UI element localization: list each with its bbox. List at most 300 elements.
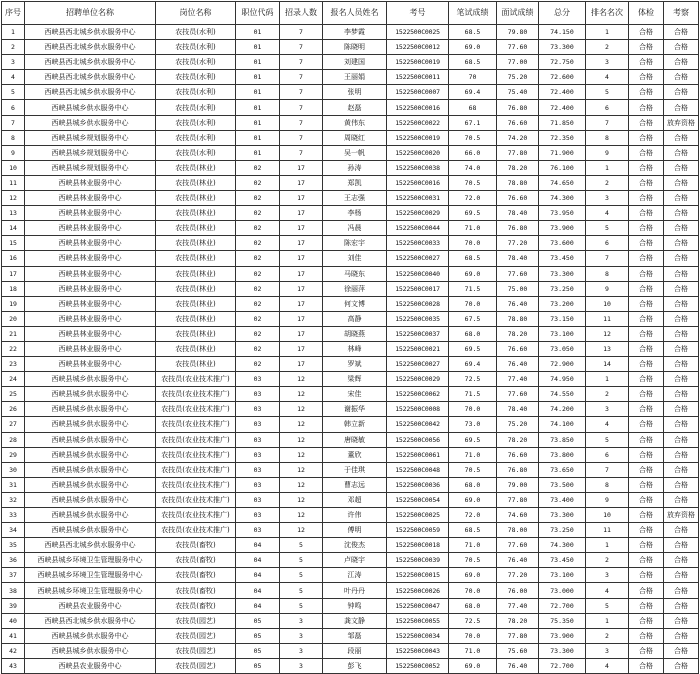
table-row (2, 357, 699, 372)
position-code-cell: 03 (236, 417, 280, 432)
medical-result-cell: 合格 (629, 25, 664, 40)
unit-name-cell: 西峡县林业服务中心 (25, 221, 156, 236)
candidate-name-cell: 宋佳 (323, 387, 387, 402)
rank-cell: 1 (586, 613, 629, 628)
interview-score-cell: 76.40 (497, 658, 539, 673)
position-name-cell: 农技员(农业技术推广) (156, 432, 236, 447)
position-name-cell: 农技员(林业) (156, 236, 236, 251)
quota-cell: 12 (280, 402, 323, 417)
position-code-cell: 01 (236, 40, 280, 55)
written-score-cell: 70.0 (449, 236, 497, 251)
position-name-cell: 农技员(林业) (156, 266, 236, 281)
review-result-cell: 合格 (664, 326, 699, 341)
medical-result-cell: 合格 (629, 357, 664, 372)
review-result-cell: 合格 (664, 568, 699, 583)
rank-cell: 2 (586, 387, 629, 402)
quota-cell: 5 (280, 583, 323, 598)
position-name-cell: 农技员(林业) (156, 311, 236, 326)
row-index-cell: 19 (2, 296, 25, 311)
unit-name-cell: 西峡县林业服务中心 (25, 191, 156, 206)
review-result-cell: 合格 (664, 432, 699, 447)
position-name-cell: 农技员(林业) (156, 326, 236, 341)
quota-cell: 7 (280, 40, 323, 55)
total-score-cell: 73.000 (539, 583, 586, 598)
rank-cell: 9 (586, 281, 629, 296)
review-result-cell: 合格 (664, 236, 699, 251)
written-score-cell: 70.5 (449, 553, 497, 568)
exam-number-cell: 1522500C0052 (387, 658, 449, 673)
written-score-cell: 71.0 (449, 221, 497, 236)
row-index-cell: 16 (2, 251, 25, 266)
col-header-code: 职位代码 (236, 2, 280, 25)
rank-cell: 1 (586, 538, 629, 553)
table-row (2, 387, 699, 402)
table-row (2, 175, 699, 190)
exam-number-cell: 1522500C0019 (387, 130, 449, 145)
candidate-name-cell: 冯晨 (323, 221, 387, 236)
interview-score-cell: 76.60 (497, 341, 539, 356)
total-score-cell: 73.050 (539, 341, 586, 356)
unit-name-cell: 西峡县林业服务中心 (25, 341, 156, 356)
quota-cell: 12 (280, 523, 323, 538)
position-code-cell: 02 (236, 221, 280, 236)
unit-name-cell: 西峡县城乡供水服务中心 (25, 643, 156, 658)
header-row (2, 2, 699, 25)
quota-cell: 7 (280, 25, 323, 40)
interview-score-cell: 77.60 (497, 538, 539, 553)
row-index-cell: 31 (2, 477, 25, 492)
position-name-cell: 农技员(林业) (156, 341, 236, 356)
written-score-cell: 68.5 (449, 25, 497, 40)
review-result-cell: 合格 (664, 583, 699, 598)
table-row (2, 115, 699, 130)
unit-name-cell: 西峡县城乡环境卫生管理服务中心 (25, 553, 156, 568)
total-score-cell: 73.150 (539, 311, 586, 326)
total-score-cell: 74.950 (539, 372, 586, 387)
medical-result-cell: 合格 (629, 387, 664, 402)
interview-score-cell: 78.40 (497, 402, 539, 417)
rank-cell: 4 (586, 417, 629, 432)
position-name-cell: 农技员(农业技术推广) (156, 417, 236, 432)
interview-score-cell: 74.20 (497, 130, 539, 145)
medical-result-cell: 合格 (629, 130, 664, 145)
candidate-name-cell: 李梦霞 (323, 25, 387, 40)
written-score-cell: 67.1 (449, 115, 497, 130)
col-header-rank: 排名名次 (586, 2, 629, 25)
position-name-cell: 农技员(农业技术推广) (156, 477, 236, 492)
exam-number-cell: 1522500C0016 (387, 175, 449, 190)
position-name-cell: 农技员(园艺) (156, 658, 236, 673)
position-code-cell: 02 (236, 326, 280, 341)
written-score-cell: 72.0 (449, 508, 497, 523)
table-row (2, 311, 699, 326)
position-code-cell: 02 (236, 311, 280, 326)
unit-name-cell: 西峡县西北城乡供水服务中心 (25, 55, 156, 70)
position-name-cell: 农技员(林业) (156, 281, 236, 296)
medical-result-cell: 合格 (629, 70, 664, 85)
position-code-cell: 01 (236, 55, 280, 70)
col-header-exam-no: 考号 (387, 2, 449, 25)
medical-result-cell: 合格 (629, 115, 664, 130)
written-score-cell: 72.5 (449, 372, 497, 387)
exam-number-cell: 1522500C0054 (387, 492, 449, 507)
interview-score-cell: 76.80 (497, 462, 539, 477)
col-header-total: 总分 (539, 2, 586, 25)
unit-name-cell: 西峡县林业服务中心 (25, 357, 156, 372)
interview-score-cell: 77.80 (497, 628, 539, 643)
row-index-cell: 37 (2, 568, 25, 583)
medical-result-cell: 合格 (629, 281, 664, 296)
row-index-cell: 10 (2, 160, 25, 175)
table-row (2, 658, 699, 673)
row-index-cell: 13 (2, 206, 25, 221)
position-code-cell: 05 (236, 628, 280, 643)
medical-result-cell: 合格 (629, 492, 664, 507)
quota-cell: 12 (280, 477, 323, 492)
total-score-cell: 72.350 (539, 130, 586, 145)
candidate-name-cell: 徐丽萍 (323, 281, 387, 296)
total-score-cell: 73.250 (539, 281, 586, 296)
quota-cell: 12 (280, 462, 323, 477)
position-name-cell: 农技员(农业技术推广) (156, 447, 236, 462)
table-row (2, 191, 699, 206)
candidate-name-cell: 李杨 (323, 206, 387, 221)
position-code-cell: 03 (236, 402, 280, 417)
unit-name-cell: 西峡县农业服务中心 (25, 658, 156, 673)
quota-cell: 17 (280, 311, 323, 326)
row-index-cell: 14 (2, 221, 25, 236)
quota-cell: 17 (280, 175, 323, 190)
exam-number-cell: 1522500C0025 (387, 508, 449, 523)
row-index-cell: 5 (2, 85, 25, 100)
rank-cell: 8 (586, 477, 629, 492)
row-index-cell: 40 (2, 613, 25, 628)
position-code-cell: 03 (236, 387, 280, 402)
interview-score-cell: 77.40 (497, 598, 539, 613)
total-score-cell: 73.200 (539, 296, 586, 311)
rank-cell: 7 (586, 251, 629, 266)
exam-number-cell: 1522500C0016 (387, 100, 449, 115)
quota-cell: 5 (280, 598, 323, 613)
position-name-cell: 农技员(水利) (156, 85, 236, 100)
exam-number-cell: 1522500C0008 (387, 402, 449, 417)
table-row (2, 206, 699, 221)
position-name-cell: 农技员(畜牧) (156, 583, 236, 598)
review-result-cell: 合格 (664, 130, 699, 145)
review-result-cell: 合格 (664, 523, 699, 538)
interview-score-cell: 75.00 (497, 281, 539, 296)
position-name-cell: 农技员(林业) (156, 251, 236, 266)
total-score-cell: 71.850 (539, 115, 586, 130)
row-index-cell: 2 (2, 40, 25, 55)
exam-number-cell: 1522500C0037 (387, 326, 449, 341)
total-score-cell: 74.650 (539, 175, 586, 190)
row-index-cell: 9 (2, 145, 25, 160)
medical-result-cell: 合格 (629, 206, 664, 221)
exam-number-cell: 1522500C0018 (387, 538, 449, 553)
review-result-cell: 合格 (664, 477, 699, 492)
rank-cell: 7 (586, 462, 629, 477)
exam-number-cell: 1522500C0061 (387, 447, 449, 462)
review-result-cell: 合格 (664, 598, 699, 613)
position-code-cell: 01 (236, 115, 280, 130)
exam-number-cell: 1522500C0048 (387, 462, 449, 477)
candidate-name-cell: 彭飞 (323, 658, 387, 673)
interview-score-cell: 76.60 (497, 447, 539, 462)
rank-cell: 4 (586, 583, 629, 598)
row-index-cell: 21 (2, 326, 25, 341)
exam-number-cell: 1522500C0033 (387, 236, 449, 251)
row-index-cell: 20 (2, 311, 25, 326)
position-code-cell: 03 (236, 477, 280, 492)
candidate-name-cell: 谢振华 (323, 402, 387, 417)
position-name-cell: 农技员(水利) (156, 115, 236, 130)
table-row (2, 402, 699, 417)
candidate-name-cell: 罗斌 (323, 357, 387, 372)
position-name-cell: 农技员(畜牧) (156, 538, 236, 553)
quota-cell: 17 (280, 296, 323, 311)
unit-name-cell: 西峡县城乡供水服务中心 (25, 447, 156, 462)
candidate-name-cell: 于佳琪 (323, 462, 387, 477)
medical-result-cell: 合格 (629, 447, 664, 462)
candidate-name-cell: 董欣 (323, 447, 387, 462)
review-result-cell: 合格 (664, 266, 699, 281)
exam-number-cell: 1522500C0019 (387, 55, 449, 70)
exam-number-cell: 1522500C0034 (387, 628, 449, 643)
written-score-cell: 69.0 (449, 568, 497, 583)
quota-cell: 5 (280, 553, 323, 568)
medical-result-cell: 合格 (629, 432, 664, 447)
candidate-name-cell: 叶丹丹 (323, 583, 387, 598)
interview-score-cell: 76.40 (497, 553, 539, 568)
review-result-cell: 合格 (664, 553, 699, 568)
review-result-cell: 合格 (664, 191, 699, 206)
quota-cell: 12 (280, 492, 323, 507)
written-score-cell: 68.5 (449, 251, 497, 266)
quota-cell: 17 (280, 357, 323, 372)
medical-result-cell: 合格 (629, 568, 664, 583)
candidate-name-cell: 龚文静 (323, 613, 387, 628)
table-row (2, 508, 699, 523)
interview-score-cell: 77.80 (497, 145, 539, 160)
medical-result-cell: 合格 (629, 221, 664, 236)
candidate-name-cell: 陈宏宇 (323, 236, 387, 251)
interview-score-cell: 78.00 (497, 523, 539, 538)
exam-number-cell: 1522500C0021 (387, 341, 449, 356)
position-code-cell: 03 (236, 492, 280, 507)
position-name-cell: 农技员(水利) (156, 145, 236, 160)
row-index-cell: 43 (2, 658, 25, 673)
quota-cell: 17 (280, 326, 323, 341)
quota-cell: 7 (280, 55, 323, 70)
row-index-cell: 25 (2, 387, 25, 402)
position-code-cell: 03 (236, 523, 280, 538)
candidate-name-cell: 唐晓敏 (323, 432, 387, 447)
col-header-medical: 体检 (629, 2, 664, 25)
rank-cell: 12 (586, 326, 629, 341)
rank-cell: 3 (586, 568, 629, 583)
unit-name-cell: 西峡县城乡供水服务中心 (25, 462, 156, 477)
exam-number-cell: 1522500C0026 (387, 583, 449, 598)
exam-number-cell: 1522500C0059 (387, 523, 449, 538)
candidate-name-cell: 高静 (323, 311, 387, 326)
quota-cell: 17 (280, 206, 323, 221)
position-code-cell: 05 (236, 613, 280, 628)
table-row (2, 326, 699, 341)
unit-name-cell: 西峡县西北城乡供水服务中心 (25, 40, 156, 55)
unit-name-cell: 西峡县城乡供水服务中心 (25, 477, 156, 492)
review-result-cell: 合格 (664, 296, 699, 311)
position-name-cell: 农技员(水利) (156, 130, 236, 145)
candidate-name-cell: 陈晓明 (323, 40, 387, 55)
total-score-cell: 73.100 (539, 326, 586, 341)
exam-number-cell: 1522500C0036 (387, 477, 449, 492)
exam-number-cell: 1522500C0011 (387, 70, 449, 85)
medical-result-cell: 合格 (629, 643, 664, 658)
position-name-cell: 农技员(林业) (156, 175, 236, 190)
rank-cell: 10 (586, 508, 629, 523)
position-code-cell: 02 (236, 357, 280, 372)
position-name-cell: 农技员(农业技术推广) (156, 387, 236, 402)
medical-result-cell: 合格 (629, 628, 664, 643)
table-row (2, 236, 699, 251)
row-index-cell: 11 (2, 175, 25, 190)
position-code-cell: 04 (236, 538, 280, 553)
position-name-cell: 农技员(园艺) (156, 643, 236, 658)
review-result-cell: 合格 (664, 160, 699, 175)
written-score-cell: 70.5 (449, 175, 497, 190)
review-result-cell: 合格 (664, 628, 699, 643)
position-code-cell: 04 (236, 583, 280, 598)
col-header-written: 笔试成绩 (449, 2, 497, 25)
rank-cell: 3 (586, 55, 629, 70)
total-score-cell: 73.950 (539, 206, 586, 221)
exam-number-cell: 1522500C0017 (387, 281, 449, 296)
quota-cell: 12 (280, 432, 323, 447)
medical-result-cell: 合格 (629, 598, 664, 613)
rank-cell: 8 (586, 130, 629, 145)
unit-name-cell: 西峡县城乡环境卫生管理服务中心 (25, 583, 156, 598)
exam-number-cell: 1522500C0027 (387, 357, 449, 372)
medical-result-cell: 合格 (629, 251, 664, 266)
position-code-cell: 03 (236, 462, 280, 477)
written-score-cell: 70 (449, 70, 497, 85)
review-result-cell: 合格 (664, 175, 699, 190)
total-score-cell: 72.600 (539, 70, 586, 85)
total-score-cell: 74.550 (539, 387, 586, 402)
exam-number-cell: 1522500C0015 (387, 568, 449, 583)
position-code-cell: 02 (236, 206, 280, 221)
medical-result-cell: 合格 (629, 85, 664, 100)
table-row (2, 85, 699, 100)
table-row (2, 281, 699, 296)
written-score-cell: 74.0 (449, 160, 497, 175)
review-result-cell: 合格 (664, 85, 699, 100)
position-name-cell: 农技员(畜牧) (156, 598, 236, 613)
row-index-cell: 3 (2, 55, 25, 70)
interview-score-cell: 77.80 (497, 492, 539, 507)
rank-cell: 11 (586, 311, 629, 326)
written-score-cell: 71.0 (449, 538, 497, 553)
rank-cell: 8 (586, 266, 629, 281)
rank-cell: 1 (586, 160, 629, 175)
candidate-name-cell: 邓超 (323, 492, 387, 507)
written-score-cell: 68.0 (449, 598, 497, 613)
exam-number-cell: 1522500C0062 (387, 387, 449, 402)
candidate-name-cell: 钟鸣 (323, 598, 387, 613)
review-result-cell: 合格 (664, 251, 699, 266)
candidate-name-cell: 曹志远 (323, 477, 387, 492)
quota-cell: 5 (280, 538, 323, 553)
rank-cell: 7 (586, 115, 629, 130)
medical-result-cell: 合格 (629, 236, 664, 251)
col-header-unit: 招聘单位名称 (25, 2, 156, 25)
candidate-name-cell: 傅明 (323, 523, 387, 538)
review-result-cell: 合格 (664, 447, 699, 462)
quota-cell: 12 (280, 387, 323, 402)
row-index-cell: 42 (2, 643, 25, 658)
unit-name-cell: 西峡县城乡规划服务中心 (25, 160, 156, 175)
review-result-cell: 合格 (664, 417, 699, 432)
review-result-cell: 合格 (664, 492, 699, 507)
position-code-cell: 02 (236, 251, 280, 266)
total-score-cell: 72.750 (539, 55, 586, 70)
interview-score-cell: 78.20 (497, 326, 539, 341)
rank-cell: 13 (586, 341, 629, 356)
written-score-cell: 71.0 (449, 447, 497, 462)
row-index-cell: 17 (2, 266, 25, 281)
position-code-cell: 03 (236, 432, 280, 447)
position-code-cell: 01 (236, 145, 280, 160)
total-score-cell: 73.600 (539, 236, 586, 251)
exam-number-cell: 1522500C0043 (387, 643, 449, 658)
row-index-cell: 8 (2, 130, 25, 145)
rank-cell: 11 (586, 523, 629, 538)
medical-result-cell: 合格 (629, 191, 664, 206)
written-score-cell: 70.5 (449, 130, 497, 145)
table-row (2, 447, 699, 462)
col-header-position: 岗位名称 (156, 2, 236, 25)
quota-cell: 5 (280, 568, 323, 583)
exam-number-cell: 1522500C0031 (387, 191, 449, 206)
row-index-cell: 41 (2, 628, 25, 643)
medical-result-cell: 合格 (629, 175, 664, 190)
review-result-cell: 合格 (664, 70, 699, 85)
total-score-cell: 72.900 (539, 357, 586, 372)
position-name-cell: 农技员(畜牧) (156, 553, 236, 568)
position-code-cell: 05 (236, 658, 280, 673)
unit-name-cell: 西峡县西北城乡供水服务中心 (25, 25, 156, 40)
quota-cell: 17 (280, 221, 323, 236)
rank-cell: 4 (586, 70, 629, 85)
candidate-name-cell: 吴一帆 (323, 145, 387, 160)
position-code-cell: 01 (236, 130, 280, 145)
exam-number-cell: 1522500C0039 (387, 553, 449, 568)
row-index-cell: 28 (2, 432, 25, 447)
unit-name-cell: 西峡县林业服务中心 (25, 296, 156, 311)
interview-score-cell: 76.40 (497, 296, 539, 311)
unit-name-cell: 西峡县城乡供水服务中心 (25, 417, 156, 432)
table-row (2, 417, 699, 432)
position-name-cell: 农技员(林业) (156, 296, 236, 311)
table-row (2, 477, 699, 492)
rank-cell: 3 (586, 402, 629, 417)
col-header-review: 考察 (664, 2, 699, 25)
table-row (2, 492, 699, 507)
exam-number-cell: 1522500C0042 (387, 417, 449, 432)
total-score-cell: 73.300 (539, 508, 586, 523)
col-header-interview: 面试成绩 (497, 2, 539, 25)
